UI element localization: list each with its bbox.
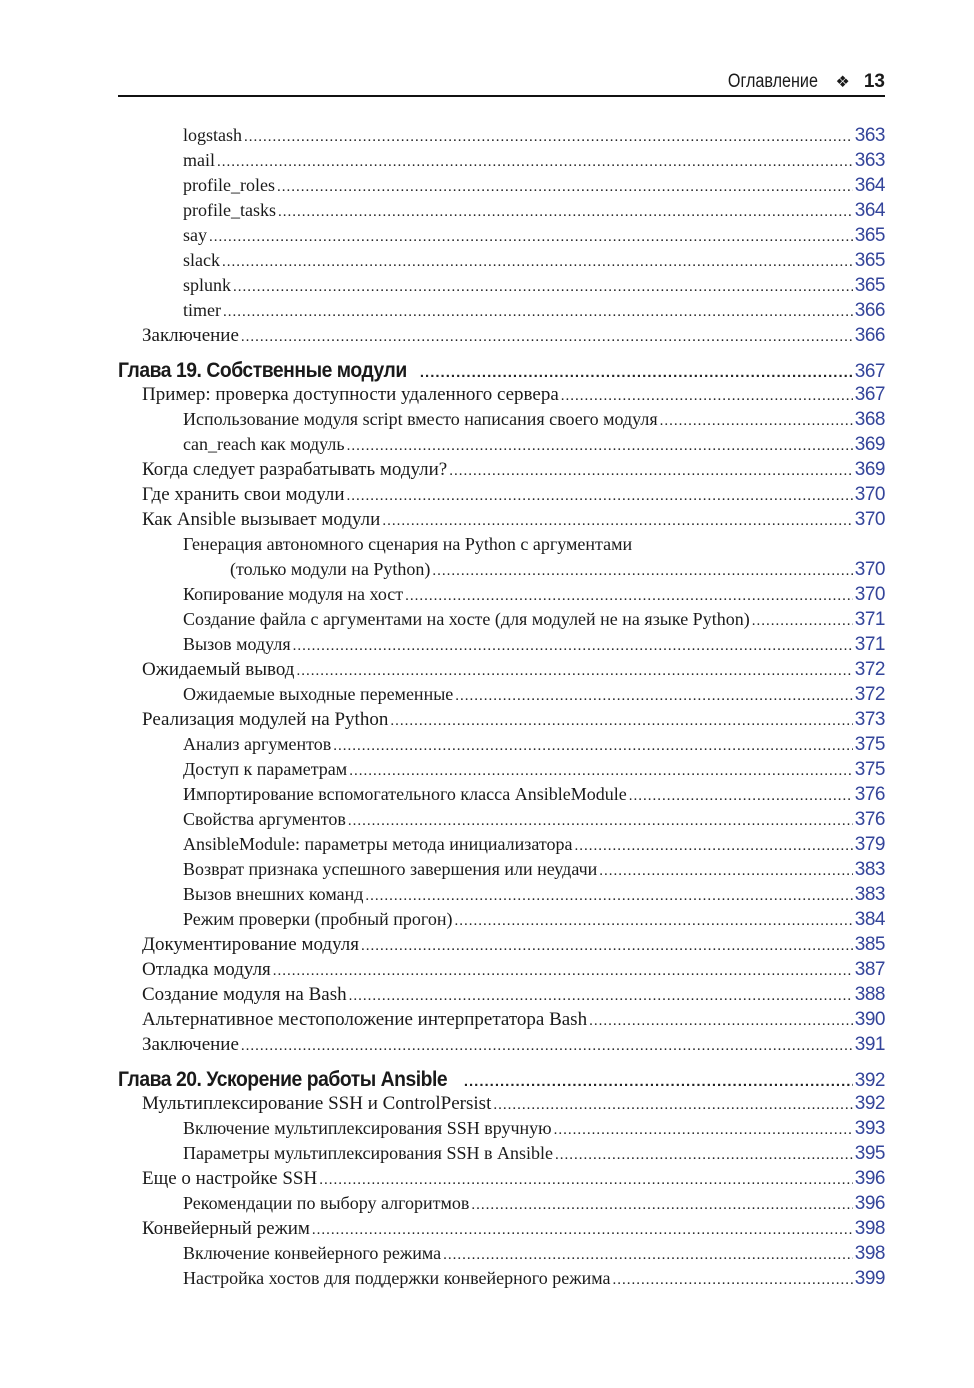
running-header — [118, 68, 885, 97]
toc-entry-title: Вызов внешних команд — [183, 884, 364, 904]
toc-page-number[interactable]: 372 — [854, 659, 885, 680]
toc-page-number[interactable]: 369 — [854, 434, 885, 455]
table-of-contents — [118, 123, 885, 1291]
dot-leader — [217, 150, 853, 175]
toc-entry[interactable] — [118, 432, 885, 457]
dot-leader — [277, 175, 853, 200]
dot-leader — [555, 1143, 853, 1168]
toc-page-number[interactable]: 393 — [854, 1118, 885, 1139]
toc-page-number[interactable]: 399 — [854, 1268, 885, 1289]
toc-entry-title: Глава 20. Ускорение работы Ansible — [118, 1068, 448, 1091]
toc-entry-title: Включение конвейерного режима — [183, 1243, 442, 1263]
toc-entry[interactable] — [118, 607, 885, 632]
toc-entry-title: Как Ansible вызывает модули — [142, 509, 381, 530]
dot-leader — [599, 859, 853, 884]
dot-leader — [432, 559, 852, 584]
toc-entry[interactable] — [118, 273, 885, 298]
toc-entry[interactable] — [118, 1091, 885, 1116]
toc-entry-title: Конвейерный режим — [142, 1218, 310, 1239]
dot-leader — [244, 125, 853, 150]
dot-leader — [589, 1009, 853, 1034]
toc-entry[interactable] — [118, 123, 885, 148]
toc-entry[interactable] — [118, 1216, 885, 1241]
toc-entry-title: logstash — [183, 125, 243, 145]
toc-entry-title: Заключение — [142, 1034, 239, 1055]
dot-leader — [554, 1118, 853, 1143]
toc-entry-title: Реализация модулей на Python — [142, 709, 389, 730]
toc-page-number[interactable]: 396 — [854, 1193, 885, 1214]
toc-entry-title: Копирование модуля на хост — [183, 584, 404, 604]
toc-entry-title: Настройка хостов для поддержки конвейерного режима — [183, 1268, 611, 1288]
toc-entry[interactable] — [118, 1007, 885, 1032]
toc-page-number[interactable]: 376 — [854, 809, 885, 830]
toc-page-number[interactable]: 387 — [854, 959, 885, 980]
toc-page-number[interactable]: 398 — [854, 1243, 885, 1264]
toc-entry[interactable] — [118, 382, 885, 407]
toc-entry[interactable] — [118, 957, 885, 982]
toc-entry-title: splunk — [183, 275, 232, 295]
toc-entry-title: Создание файла с аргументами на хосте (для модулей не на языке Python) — [183, 609, 750, 629]
dot-leader — [405, 584, 853, 609]
toc-entry-title: Когда следует разрабатывать модули? — [142, 459, 448, 480]
toc-entry-title: Документирование модуля — [142, 934, 359, 955]
toc-page-number[interactable]: 364 — [854, 200, 885, 221]
toc-page-number[interactable]: 371 — [854, 634, 885, 655]
toc-entry-title: Заключение — [142, 325, 239, 346]
toc-page-number[interactable]: 369 — [854, 459, 885, 480]
toc-entry[interactable] — [118, 857, 885, 882]
toc-page-number[interactable]: 390 — [854, 1009, 885, 1030]
toc-entry[interactable] — [118, 1191, 885, 1216]
toc-entry-title: Анализ аргументов — [183, 734, 332, 754]
toc-page-number[interactable]: 368 — [854, 409, 885, 430]
toc-entry-title: Альтернативное местоположение интерпретатора Bash — [142, 1009, 588, 1030]
dot-leader — [278, 200, 853, 225]
dot-leader — [348, 809, 853, 834]
toc-page-number[interactable]: 391 — [854, 1034, 885, 1055]
toc-entry[interactable] — [118, 732, 885, 757]
toc-page-number[interactable]: 395 — [854, 1143, 885, 1164]
toc-entry[interactable] — [118, 173, 885, 198]
dot-leader — [312, 1218, 853, 1243]
running-header-title: Оглавление — [727, 70, 818, 92]
toc-page-number[interactable]: 379 — [854, 834, 885, 855]
toc-entry-title: Мультиплексирование SSH и ControlPersist — [142, 1093, 492, 1114]
dot-leader — [449, 459, 853, 484]
toc-entry[interactable] — [118, 557, 885, 582]
toc-page-number[interactable]: 383 — [854, 884, 885, 905]
toc-page-number[interactable]: 388 — [854, 984, 885, 1005]
toc-entry-title: Генерация автономного сценария на Python с аргументами — [183, 534, 633, 554]
toc-page-number[interactable]: 371 — [854, 609, 885, 630]
toc-page-number[interactable]: 370 — [854, 584, 885, 605]
toc-entry-title: Включение мультиплексирования SSH вручную — [183, 1118, 552, 1138]
toc-page-number[interactable]: 373 — [854, 709, 885, 730]
toc-page-number[interactable]: 367 — [854, 361, 885, 382]
toc-entry-title: Возврат признака успешного завершения или неудачи — [183, 859, 598, 879]
toc-entry[interactable] — [118, 582, 885, 607]
dot-leader — [319, 1168, 853, 1193]
dot-leader — [223, 300, 853, 325]
ornament-icon: ❖ — [835, 73, 850, 91]
toc-entry-title: Режим проверки (пробный прогон) — [183, 909, 453, 929]
dot-leader — [209, 225, 853, 250]
toc-entry[interactable] — [118, 932, 885, 957]
toc-page-number[interactable]: 365 — [854, 225, 885, 246]
toc-page-number[interactable]: 365 — [854, 250, 885, 271]
toc-entry-title: Импортирование вспомогательного класса AnsibleModule — [183, 784, 627, 804]
toc-entry[interactable] — [118, 1266, 885, 1291]
toc-entry[interactable] — [118, 907, 885, 932]
toc-page-number[interactable]: 384 — [854, 909, 885, 930]
toc-entry-title: Ожидаемые выходные переменные — [183, 684, 454, 704]
dot-leader — [464, 1068, 853, 1095]
toc-entry[interactable] — [118, 757, 885, 782]
toc-page-number[interactable]: 366 — [854, 300, 885, 321]
toc-page-number[interactable]: 363 — [854, 150, 885, 171]
dot-leader — [493, 1093, 852, 1118]
toc-entry-title: Глава 19. Собственные модули — [118, 359, 407, 382]
toc-entry[interactable] — [118, 707, 885, 732]
dot-leader — [752, 609, 853, 634]
toc-entry-title: Доступ к параметрам — [183, 759, 348, 779]
toc-entry-title: Отладка модуля — [142, 959, 271, 980]
toc-page-number[interactable]: 383 — [854, 859, 885, 880]
dot-leader — [454, 909, 852, 934]
toc-page-number[interactable]: 370 — [854, 559, 885, 580]
dot-leader — [455, 684, 853, 709]
toc-entry[interactable] — [118, 982, 885, 1007]
dot-leader — [222, 250, 853, 275]
toc-entry-title: AnsibleModule: параметры метода инициализатора — [183, 834, 573, 854]
toc-page-number[interactable]: 372 — [854, 684, 885, 705]
toc-entry-title: Ожидаемый вывод — [142, 659, 295, 680]
toc-entry[interactable] — [118, 782, 885, 807]
toc-page-number[interactable]: 364 — [854, 175, 885, 196]
toc-entry[interactable] — [118, 657, 885, 682]
toc-page-number[interactable]: 375 — [854, 759, 885, 780]
toc-entry-title: Рекомендации по выбору алгоритмов — [183, 1193, 470, 1213]
dot-leader — [293, 634, 853, 659]
toc-entry-title: Вызов модуля — [183, 634, 291, 654]
toc-chapter[interactable] — [118, 1066, 885, 1093]
toc-entry[interactable] — [118, 1032, 885, 1057]
dot-leader — [333, 734, 853, 759]
dot-leader — [347, 434, 853, 459]
toc-entry[interactable] — [118, 198, 885, 223]
toc-entry-title: Параметры мультиплексирования SSH в Ansible — [183, 1143, 553, 1163]
toc-entry[interactable] — [118, 882, 885, 907]
dot-leader — [349, 984, 853, 1009]
dot-leader — [241, 1034, 853, 1059]
dot-leader — [390, 709, 852, 734]
dot-leader — [349, 759, 853, 784]
toc-entry[interactable] — [118, 407, 885, 432]
toc-entry[interactable] — [118, 482, 885, 507]
toc-entry[interactable] — [118, 507, 885, 532]
dot-leader — [613, 1268, 853, 1293]
toc-page-number[interactable]: 392 — [854, 1070, 885, 1091]
toc-entry-title: profile_tasks — [183, 200, 276, 220]
dot-leader — [471, 1193, 852, 1218]
toc-entry[interactable] — [118, 1241, 885, 1266]
toc-entry[interactable] — [118, 682, 885, 707]
toc-entry-title: say — [183, 225, 207, 245]
toc-entry[interactable] — [118, 148, 885, 173]
toc-entry[interactable] — [118, 457, 885, 482]
toc-page-number[interactable]: 365 — [854, 275, 885, 296]
toc-entry-title: Создание модуля на Bash — [142, 984, 347, 1005]
toc-page-number[interactable]: 366 — [854, 325, 885, 346]
toc-entry-title: mail — [183, 150, 215, 170]
toc-page-number[interactable]: 363 — [854, 125, 885, 146]
dot-leader — [660, 409, 853, 434]
dot-leader — [574, 834, 852, 859]
dot-leader — [296, 659, 852, 684]
toc-entry[interactable] — [118, 1166, 885, 1191]
dot-leader — [365, 884, 852, 909]
page-number: 13 — [863, 70, 885, 92]
toc-entry[interactable] — [118, 298, 885, 323]
toc-page-number[interactable]: 376 — [854, 784, 885, 805]
toc-page-number[interactable]: 396 — [854, 1168, 885, 1189]
toc-entry[interactable] — [118, 1141, 885, 1166]
toc-entry[interactable] — [118, 532, 885, 557]
toc-page-number[interactable]: 398 — [854, 1218, 885, 1239]
toc-entry-title: timer — [183, 300, 221, 320]
toc-entry[interactable] — [118, 632, 885, 657]
dot-leader — [382, 509, 852, 534]
dot-leader — [629, 784, 853, 809]
toc-entry-title: Еще о настройке SSH — [142, 1168, 318, 1189]
toc-page-number[interactable]: 385 — [854, 934, 885, 955]
toc-page-number[interactable]: 375 — [854, 734, 885, 755]
toc-entry[interactable] — [118, 832, 885, 857]
dot-leader — [347, 484, 853, 509]
toc-entry[interactable] — [118, 1116, 885, 1141]
toc-entry-title: (только модули на Python) — [230, 559, 431, 579]
toc-entry-title: Использование модуля script вместо написания своего модуля — [183, 409, 658, 429]
toc-page-number[interactable]: 370 — [854, 484, 885, 505]
toc-page-number[interactable]: 367 — [854, 384, 885, 405]
dot-leader — [241, 325, 853, 350]
toc-entry-title: Где хранить свои модули — [142, 484, 345, 505]
toc-entry-title: slack — [183, 250, 220, 270]
dot-leader — [233, 275, 853, 300]
toc-entry-title: can_reach как модуль — [183, 434, 345, 454]
toc-entry-title: Свойства аргументов — [183, 809, 346, 829]
toc-entry[interactable] — [118, 323, 885, 348]
toc-page-number[interactable]: 392 — [854, 1093, 885, 1114]
dot-leader — [443, 1243, 853, 1268]
toc-entry-title: profile_roles — [183, 175, 275, 195]
toc-entry[interactable] — [118, 223, 885, 248]
toc-entry[interactable] — [118, 248, 885, 273]
dot-leader — [273, 959, 853, 984]
dot-leader — [561, 384, 853, 409]
dot-leader — [361, 934, 853, 959]
toc-chapter[interactable] — [118, 357, 885, 384]
toc-entry-title: Пример: проверка доступности удаленного сервера — [142, 384, 559, 405]
toc-page-number[interactable]: 370 — [854, 509, 885, 530]
toc-entry[interactable] — [118, 807, 885, 832]
